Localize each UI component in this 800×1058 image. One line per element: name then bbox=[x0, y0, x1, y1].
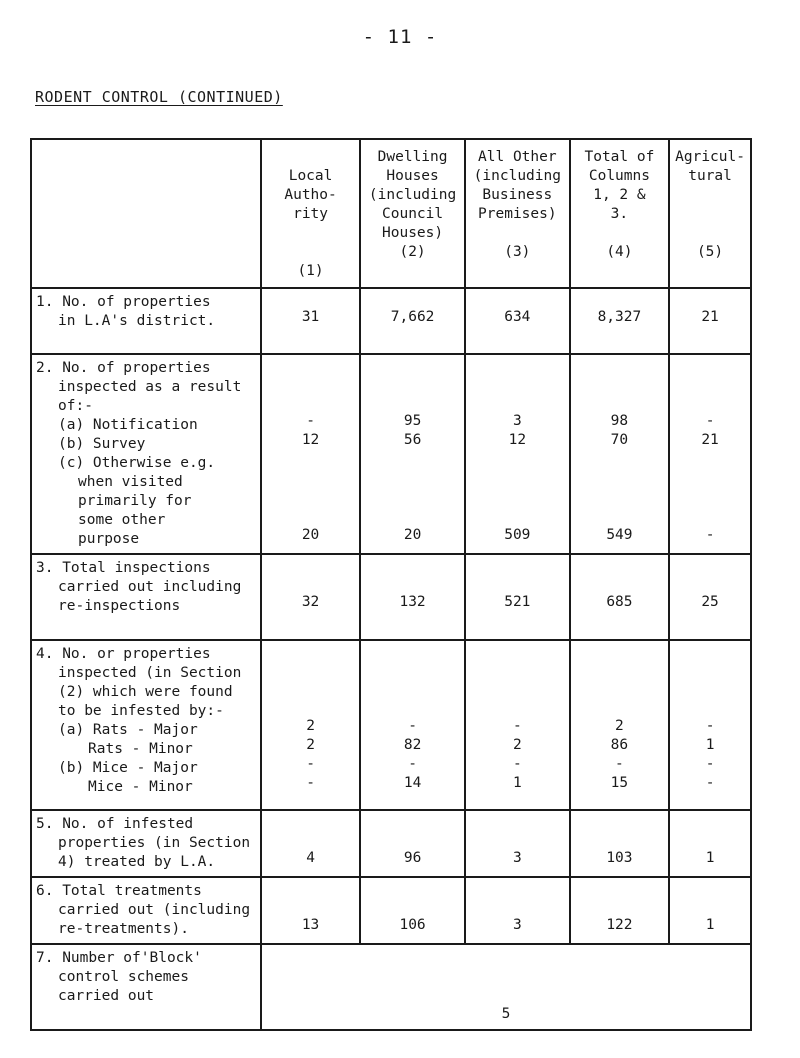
label-line: 4. No. or properties bbox=[36, 646, 211, 662]
column-number: (4) bbox=[606, 244, 633, 260]
header-text: Total of bbox=[584, 149, 655, 165]
cell-value: 21 bbox=[701, 309, 719, 325]
label-line: some other bbox=[78, 512, 166, 528]
label-line: 5. No. of infested bbox=[36, 816, 194, 832]
label-line: (a) Notification bbox=[58, 417, 198, 433]
cell-value: 15 bbox=[610, 775, 629, 791]
table-cell bbox=[669, 354, 751, 554]
label-line: 6. Total treatments bbox=[36, 883, 202, 899]
header-text: Houses) bbox=[382, 225, 444, 241]
cell-value: 95 bbox=[403, 413, 422, 429]
header-text: Columns bbox=[588, 168, 650, 184]
table-cell bbox=[465, 640, 570, 810]
column-header-agricultural bbox=[669, 139, 751, 288]
cell-value: 1 bbox=[512, 775, 522, 791]
cell-value: 98 bbox=[610, 413, 629, 429]
cell-value: 82 bbox=[403, 737, 422, 753]
header-text: Autho- bbox=[284, 187, 337, 203]
column-header-all-other bbox=[465, 139, 570, 288]
header-text: Agricul- bbox=[675, 149, 745, 165]
cell-value: 549 bbox=[606, 527, 633, 543]
table-cell bbox=[360, 877, 465, 944]
header-text: Business bbox=[482, 187, 553, 203]
label-line: (2) which were found bbox=[58, 684, 233, 700]
label-line: to be infested by:- bbox=[58, 703, 224, 719]
row-label bbox=[31, 640, 261, 810]
table-cell bbox=[465, 288, 570, 354]
cell-value: 2 bbox=[512, 737, 522, 753]
cell-value: 3 bbox=[512, 413, 522, 429]
label-line: (b) Mice - Major bbox=[58, 760, 198, 776]
cell-value: 25 bbox=[701, 594, 719, 610]
label-line: 2. No. of properties bbox=[36, 360, 211, 376]
cell-value: - bbox=[705, 718, 715, 734]
label-line: Rats - Minor bbox=[88, 741, 193, 757]
cell-value: 5 bbox=[501, 1006, 511, 1022]
table-cell bbox=[669, 288, 751, 354]
header-text: Local bbox=[288, 168, 333, 184]
header-blank-cell bbox=[31, 139, 261, 288]
header-text: (including bbox=[473, 168, 561, 184]
header-text: Houses bbox=[386, 168, 439, 184]
cell-value: 31 bbox=[301, 309, 320, 325]
label-line: control schemes bbox=[58, 969, 189, 985]
cell-value: 56 bbox=[403, 432, 422, 448]
header-text: Dwelling bbox=[377, 149, 448, 165]
header-row bbox=[31, 139, 751, 288]
table-cell bbox=[570, 810, 669, 877]
cell-value: 132 bbox=[399, 594, 426, 610]
label-line: (a) Rats - Major bbox=[58, 722, 198, 738]
label-line: when visited bbox=[78, 474, 183, 490]
cell-value: - bbox=[306, 756, 315, 772]
cell-value: 12 bbox=[301, 432, 320, 448]
cell-value: - bbox=[705, 527, 715, 543]
table-row bbox=[31, 554, 751, 640]
header-text: tural bbox=[688, 168, 732, 184]
row-label bbox=[31, 554, 261, 640]
cell-value: 20 bbox=[301, 527, 320, 543]
column-number: (1) bbox=[297, 263, 324, 279]
cell-value: 21 bbox=[701, 432, 719, 448]
cell-value: - bbox=[306, 413, 315, 429]
table-cell bbox=[360, 810, 465, 877]
table-cell bbox=[360, 288, 465, 354]
cell-value: 2 bbox=[306, 737, 315, 753]
cell-value: 509 bbox=[504, 527, 531, 543]
table-cell bbox=[465, 810, 570, 877]
label-line: (c) Otherwise e.g. bbox=[58, 455, 216, 471]
table-cell bbox=[669, 640, 751, 810]
column-header-dwelling-houses bbox=[360, 139, 465, 288]
table-cell bbox=[669, 877, 751, 944]
cell-value: 86 bbox=[610, 737, 629, 753]
table-cell bbox=[261, 640, 360, 810]
label-line: primarily for bbox=[78, 493, 192, 509]
label-line: (b) Survey bbox=[58, 436, 146, 452]
cell-value: 2 bbox=[615, 718, 624, 734]
cell-value: 70 bbox=[610, 432, 629, 448]
row-label bbox=[31, 944, 261, 1030]
cell-value: 1 bbox=[705, 737, 715, 753]
cell-value: 8,327 bbox=[597, 309, 642, 325]
cell-value: - bbox=[408, 718, 417, 734]
table-cell bbox=[360, 640, 465, 810]
header-text: All Other bbox=[478, 149, 557, 165]
table-cell bbox=[261, 354, 360, 554]
table-row bbox=[31, 944, 751, 1030]
column-number: (2) bbox=[399, 244, 426, 260]
label-line: Mice - Minor bbox=[88, 779, 193, 795]
table-cell bbox=[465, 554, 570, 640]
cell-value: 1 bbox=[705, 850, 715, 866]
column-header-local-authority bbox=[261, 139, 360, 288]
rodent-control-table bbox=[30, 138, 752, 1031]
header-text: Premises) bbox=[478, 206, 557, 222]
cell-value: - bbox=[306, 775, 315, 791]
table-cell bbox=[669, 810, 751, 877]
cell-value: 521 bbox=[504, 594, 531, 610]
header-text: rity bbox=[293, 206, 329, 222]
label-line: 4) treated by L.A. bbox=[58, 854, 216, 870]
table-cell bbox=[570, 288, 669, 354]
cell-value: 122 bbox=[606, 917, 633, 933]
cell-value: - bbox=[512, 756, 522, 772]
cell-value: 32 bbox=[301, 594, 320, 610]
block-control-value-cell bbox=[261, 944, 751, 1030]
cell-value: 103 bbox=[606, 850, 633, 866]
table-row bbox=[31, 288, 751, 354]
table-row bbox=[31, 877, 751, 944]
cell-value: 1 bbox=[705, 917, 715, 933]
column-number: (3) bbox=[504, 244, 531, 260]
table-cell bbox=[261, 288, 360, 354]
column-number: (5) bbox=[696, 244, 724, 260]
label-line: of:- bbox=[58, 398, 93, 414]
label-line: carried out (including bbox=[58, 902, 251, 918]
cell-value: - bbox=[408, 756, 417, 772]
column-header-total bbox=[570, 139, 669, 288]
table-cell bbox=[465, 354, 570, 554]
cell-value: 13 bbox=[301, 917, 320, 933]
table-cell bbox=[261, 554, 360, 640]
table-cell bbox=[261, 810, 360, 877]
table-row bbox=[31, 810, 751, 877]
table-cell bbox=[360, 354, 465, 554]
header-text: 1, 2 & bbox=[593, 187, 646, 203]
label-line: carried out including bbox=[58, 579, 242, 595]
row-label bbox=[31, 877, 261, 944]
header-text: 3. bbox=[610, 206, 629, 222]
cell-value: - bbox=[615, 756, 624, 772]
table-row bbox=[31, 640, 751, 810]
header-text: (including bbox=[368, 187, 457, 203]
table-cell bbox=[570, 877, 669, 944]
cell-value: 14 bbox=[403, 775, 422, 791]
cell-value: 2 bbox=[306, 718, 315, 734]
cell-value: 3 bbox=[512, 850, 522, 866]
table-cell bbox=[360, 554, 465, 640]
table-cell bbox=[570, 354, 669, 554]
cell-value: 3 bbox=[512, 917, 522, 933]
label-line: re-inspections bbox=[58, 598, 181, 614]
label-line: inspected (in Section bbox=[58, 665, 242, 681]
cell-value: - bbox=[705, 413, 715, 429]
table-cell bbox=[261, 877, 360, 944]
header-text: Council bbox=[382, 206, 444, 222]
cell-value: - bbox=[705, 775, 715, 791]
page-number: - 11 - bbox=[362, 26, 438, 48]
label-line: purpose bbox=[78, 531, 140, 547]
table-cell bbox=[465, 877, 570, 944]
table-cell bbox=[570, 640, 669, 810]
cell-value: - bbox=[705, 756, 715, 772]
cell-value: 7,662 bbox=[390, 309, 435, 325]
cell-value: 12 bbox=[508, 432, 527, 448]
cell-value: 634 bbox=[504, 309, 531, 325]
label-line: 7. Number of'Block' bbox=[36, 950, 202, 966]
label-line: re-treatments). bbox=[58, 921, 189, 937]
label-line: carried out bbox=[58, 988, 155, 1004]
row-label bbox=[31, 288, 261, 354]
table-cell bbox=[669, 554, 751, 640]
label-line: 1. No. of properties bbox=[36, 294, 211, 310]
label-line: 3. Total inspections bbox=[36, 560, 211, 576]
row-label bbox=[31, 354, 261, 554]
section-title: RODENT CONTROL (CONTINUED) bbox=[35, 88, 283, 106]
label-line: properties (in Section bbox=[58, 835, 251, 851]
cell-value: - bbox=[512, 718, 522, 734]
cell-value: 4 bbox=[306, 850, 315, 866]
cell-value: 685 bbox=[606, 594, 633, 610]
row-label bbox=[31, 810, 261, 877]
cell-value: 20 bbox=[403, 527, 422, 543]
table-cell bbox=[570, 554, 669, 640]
cell-value: 96 bbox=[403, 850, 422, 866]
label-line: in L.A's district. bbox=[58, 313, 216, 329]
cell-value: 106 bbox=[399, 917, 426, 933]
label-line: inspected as a result bbox=[58, 379, 242, 395]
table-row bbox=[31, 354, 751, 554]
